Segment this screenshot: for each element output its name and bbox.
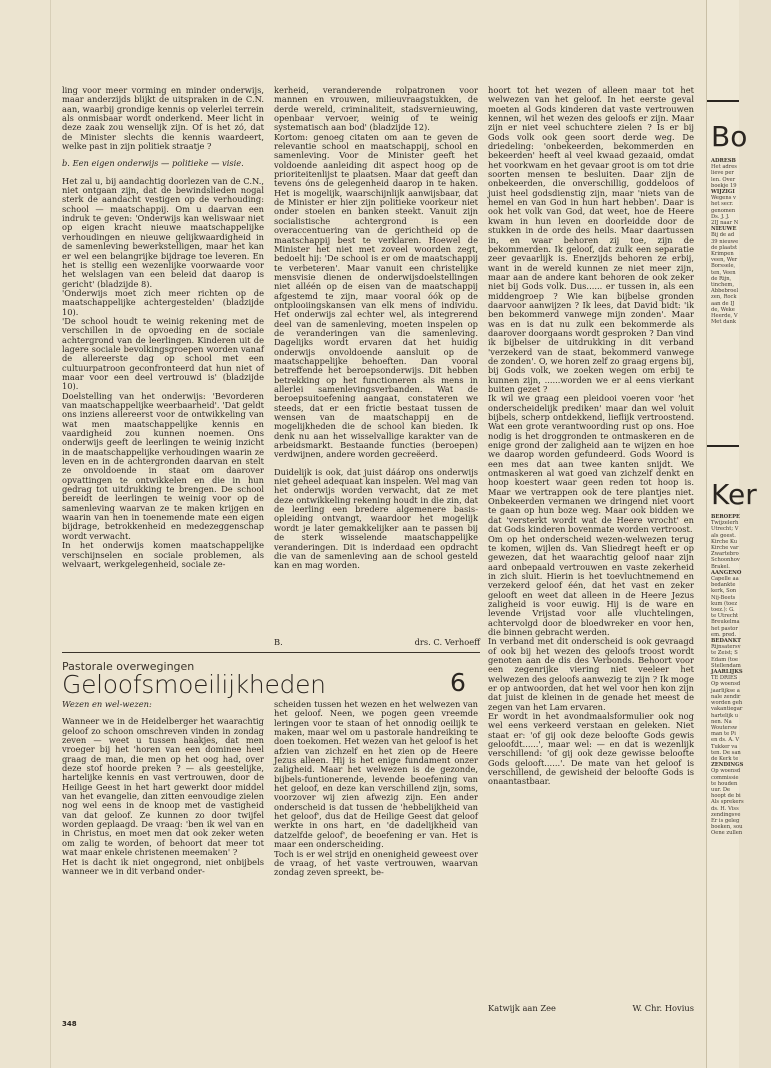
section-subheading: Wezen en wel-wezen:	[62, 699, 152, 709]
paragraph: 'De school houdt te weinig rekening met de verschillen in de opvoeding en de sociale achtergrond van de leerlingen. Kinderen uit de lagere sociale bevolkingsgroepen worden vanaf de allereerste dag op school met een cultuurpatroon geconfronteerd dat hun niet of maar voor een deel vertrouwd is' (bladzijde 10).	[62, 315, 264, 392]
strip-line: Twijzelerh	[711, 520, 739, 527]
strip-line: 2IJ naar N	[711, 220, 739, 227]
strip-line: Borssele,	[711, 263, 736, 270]
strip-line: nen. Na	[711, 718, 732, 725]
paragraph: 'Onderwijs moet zich meer richten op de maatschappelijke achtergestelden' (bladzijde 10).	[62, 287, 264, 317]
strip-line: ten, Veen	[711, 269, 736, 276]
article2-author: W. Chr. Hovius	[632, 1003, 694, 1013]
strip-line: ADRESB	[711, 158, 736, 164]
strip-line: Heerde, V	[711, 313, 738, 320]
strip-line: Kirche Ku	[711, 538, 738, 545]
strip-line: Het adres	[711, 164, 737, 171]
strip-line: boekje 19	[711, 182, 737, 189]
strip-line: Zwartebro	[711, 551, 739, 558]
paragraph: Het zal u, bij aandachtig doorlezen van de C.N., niet ontgaan zijn, dat de bewindslieden nogal sterk de aandacht vestigen op de verhouding: school — maatschappij. Om u daarvan een indruk te geven: 'Onderwijs kan weliswaar niet op eigen kracht nieuwe maatschappelijke verhoudingen en nieuwe gelijkwaardigheid in de samenleving bewerkstelligen, maar het kan er wel een belangrijke bijdrage toe leveren. En het is stellig een wezenlijke voorwaarde voor het welslagen van een beleid dat daarop is gericht' (bladzijde 8).	[62, 175, 264, 289]
strip-line: man te Pi	[711, 731, 736, 738]
strip-line: te Zeist; S	[711, 650, 738, 657]
paragraph: Doelstelling van het onderwijs: 'Bevorderen van maatschappelijke weerbaarheid'. 'Dat geldt ons inziens allereerst voor de ontwikkeling van wat men maatschappelijke kennis en vaardigheid zou kunnen noemen. Ons onderwijs geeft de leerlingen te weinig inzicht in de maatschappelijke verhoudingen waarin ze leven en in de achtergronden daarvan en stelt ze onvoldoende in staat om daarover opvattingen te ontwikkelen en die in hun gedrag tot uitdrukking te brengen. De school bereidt de leerlingen te weinig voor op de samenleving waarvan ze te maken krijgen en waarin van hen in toenemende mate een eigen bijdrage, betrokkenheid en medezeggenschap wordt verwacht.	[62, 390, 264, 541]
strip-line: Bij de ad	[711, 232, 735, 239]
strip-line: Abbebroel	[711, 288, 739, 295]
strip-line: Krimpen	[711, 251, 734, 258]
strip-line: tinchem,	[711, 282, 734, 289]
paragraph: kerheid, veranderende rolpatronen voor mannen en vrouwen, milieuvraagstukken, de derde wereld, criminaliteit, stadsvernieuwing, openbaar vervoer, weinig of te weinig systematisch aan bod' (bladzijde 12).	[274, 85, 478, 133]
strip-line: toez.): G.	[711, 607, 735, 614]
strip-line: len. Over	[711, 176, 736, 183]
paragraph: Duidelijk is ook, dat juist dáárop ons onderwijs niet geheel adequaat kan inspelen. Wel mag van het onderwijs worden verwacht, dat ze met deze ontwikkeling rekening houdt in die zin, dat de leerling een bredere algemenere basis-opleiding ontvangt, waardoor het mogelijk wordt je later gemakkelijker aan te passen bij de sterk wisselende maatschappelijke veranderingen. Dit is inderdaad een opdracht die van de samenleving aan de school gesteld kan en mag worden.	[274, 466, 478, 571]
strip-line: en ds. A. V	[711, 737, 740, 744]
article2-serial-number: 6	[450, 668, 466, 697]
strip-line: TE DRIES	[711, 675, 738, 682]
article2-column-2	[274, 700, 478, 878]
strip-line: worden geh	[711, 700, 743, 707]
strip-line: nale zendir	[711, 693, 741, 700]
paragraph: Ik wil we graag een pleidooi voeren voor 'het onderscheidelijk prediken' maar dan wel voluit bijbels, scherp ontdekkend, lieflijk vertroostend. Wat een grote verantwoording rust op ons. Hoe nodig is het droggronden te ontmaskeren en de enige grond der zaligheid aan te wijzen en hoe we daarop worden gefundeerd. Gods Woord is een mes dat aan twee kanten snijdt. We ontmaskeren al wat goed van zichzelf denkt en hoop koestert waar geen reden tot hoop is. Maar we vertrappen ook de tere plantjes niet. Onbekeerden vermanen we dringend niet voort te gaan op hun boze weg. Maar ook bidden we dat 'versterkt wordt wat de Heere wrocht' en dat Gods kinderen bovenmate worden vertroost.	[488, 393, 694, 535]
paragraph: hoort tot het wezen of alleen maar tot het welwezen van het geloof. In het eerste geval moeten al Gods kinderen dat vaste vertrouwen kennen, wil het wezen des geloofs er zijn. Maar zijn er niet veel schuchtere zielen ? Is er bij Gods volk ook geen soort derde weg. De driedeling: 'onbekeerden, bekommerden en bekeerden' heeft al veel kwaad gezaaid, omdat het voorkwam en het gevaar groot is om tot drie soorten mensen te besluiten. Daar zijn de onbekeerden, die onverschillig, goddeloos of juist heel godsdienstig zijn, maar 'niets van de hemel en van God in hun hart hebben'. Daar is ook het volk van God, dat weet, hoe de Heere kwam in hun leven en doorleidde door de stukken in de orde des heils. Maar daartussen in, en waar behoren zij toe, zijn de bekommerden. Ik geloof, dat zulk een separatie zeer gevaarlijk is. Enerzijds behoren ze erbij, want in de wereld kunnen ze niet meer zijn, maar aan de andere kant behoren de ook zeker niet bij Gods volk. Dus...... er tussen in, als een middengroep ? Wie kan bijbelse gronden daarvoor aanwijzen ? Ik lees, dat David bidt: 'ik ben bekommerd vanwege mijn zonden'. Maar was en is dat nu zulk een bekommerde als daarover doorgaans wordt gesproken ? Dan vind ik bijbelser de uitdrukking in dit verband 'verzekerd van de staat, bekommerd vanwege de zonden'. O, we horen zelf zo graag ergens bij, bij Gods volk, we zoeken wegen om erbij te kunnen zijn, ......worden we er al eens vierkant buiten gezet ?	[488, 85, 694, 394]
strip-line: Er is geleg	[711, 817, 740, 824]
strip-line: Ds. J. J.	[711, 213, 730, 220]
article2-column-1	[62, 700, 264, 876]
strip-line: BEDANKT	[711, 638, 741, 645]
strip-line: Woutersw	[711, 724, 738, 731]
strip-line: NIEUWE	[711, 226, 737, 233]
strip-line: Tukker va	[711, 743, 738, 750]
paragraph: Wanneer we in de Heidelberger het waarachtig geloof zo schoon omschreven vinden in zondag zeven — weet u tussen haakjes, dat men vroeger bij het 'horen van een dominee heel graag de man, die men op het oog had, over deze stof hoorde preken ? — als geestelijke, hartelijke kennis en vast vertrouwen, door de Heilige Geest in het hart gewerkt door middel van het evangelie, dan zitten eenvoudige zielen nog wel eens in de knoop met de vastigheid van dat geloof. Ze kunnen zo door twijfel worden geplaagd. De vraag: 'ben ik wel van en in Christus, en moet men dat ook zeker weten om zalig te worden, of behoort dat meer tot wat maar enkele christenen meemaken' ?	[62, 716, 264, 858]
strip-line: Met dank	[711, 319, 737, 326]
strip-line: uur. De	[711, 786, 731, 793]
strip-line: Schoonhov	[711, 557, 740, 564]
strip-line: de, Weke	[711, 306, 735, 313]
paragraph: Om op het onderscheid wezen-welwezen terug te komen, wijlen ds. Van Sliedregt heeft er op gewezen, dat het waarachtig geloof naar zijn aard onbepaald vertrouwen en vaste zekerheid in zich sluit. Hierin is het toevluchtnemend en verzekerd geloof één, dat het vast en zeker gelooft en weet dat alleen in de Heere Jezus zaligheid is voor euwig. Hij is de ware en levende Vrijstad voor alle vluchtelingen, achtervolgd door de bloedwreker en voor hen, die binnen gebracht werden.	[488, 533, 694, 637]
strip-line: als geest.	[711, 532, 736, 539]
strip-line: 39 nieuwe	[711, 238, 739, 245]
article2-column-3	[488, 86, 694, 787]
article1-author: drs. C. Verhoeff	[414, 637, 480, 647]
strip-line: em. pred.	[711, 631, 737, 638]
paragraph: Kortom: genoeg citaten om aan te geven de relevantie school en maatschappij, school en samenleving. Voor de Minister geeft het voldoende aanleiding dit aspect hoog op de prioriteitenlijst te plaatsen. Maar dat geeft dan tevens óns de gelegenheid daarop in te haken. Het is mogelijk, waarschijnlijk aanwijsbaar, dat de Minister er hier zijn politieke voorkeur niet onder stoelen en banken steekt. Vanuit zijn socialistische achtergrond is een overaccentuering van de gerichtheid op de maatschappij best te verklaren. Hoewel de Minister het niet met zoveel woorden zegt, bedoelt hij: 'De school is er om de maatschappij te verbeteren'. Maar vanuit een christelijke mensvisie dienen de onderwijsdoelstellingen niet alléén op de eisen van de maatschappij afgestemd te zijn, maar vooral óók op de ontplooiingskansen van elk mens of individu. Het onderwijs zal echter wel, als integrerend deel van de samenleving, moeten inspelen op de veranderingen van die samenleving. Dagelijks wordt ervaren dat het huidig onderwijs onvoldoende aansluit op de maatschappelijke behoeften. Dan vooral betreffende het beroepsonderwijs. Dit hebben betrekking op het functioneren als mens in allerlei samenlevingsverbanden. Wat de beroepsuitoefening aangaat, constateren we steeds, dat er een frictie bestaat tussen de wensen van de maatschappij en de mogelijkheden die de school kan bieden. Ik denk nu aan het wisselvallige karakter van de arbeidsmarkt. Bestaande functies (beroepen) verdwijnen, andere worden gecreëerd.	[274, 131, 478, 460]
strip-line: de Rijn,	[711, 275, 732, 282]
page-gutter	[0, 0, 51, 1068]
section-subheading: b. Een eigen onderwijs — politieke — visie.	[62, 158, 244, 169]
strip-line: Op woensd	[711, 768, 741, 775]
paragraph: Toch is er wel strijd en onenigheid geweest over de vraag, of het vaste vertrouwen, waarvan zondag zeven spreekt, be-	[274, 848, 478, 878]
strip-line: Kirche var	[711, 545, 739, 552]
article2-kicker: Pastorale overwegingen	[62, 660, 195, 673]
strip-line: Wegens v	[711, 195, 736, 202]
strip-line: Op woensd	[711, 681, 741, 688]
strip-line: Oene zullen	[711, 830, 743, 837]
strip-line: te houden	[711, 780, 738, 787]
article-divider	[62, 652, 480, 653]
strip-heading: Bo	[711, 120, 748, 153]
strip-line: de plaatst	[711, 244, 738, 251]
strip-line: te Utrecht	[711, 613, 739, 620]
paragraph: Er wordt in het avondmaalsformulier ook nog wel eens verkeerd verstaan en geleken. Niet staat er: 'of gij ook deze beloofte Gods gewis geloofdt......', maar wel: — en dat is wezenlijk verschillend: 'of gij ook deze gewisse beloofte Gods gelooft......'. De mate van het geloof is verschillend, de gewisheid der beloofte Gods is onaantastbaar.	[488, 711, 694, 787]
strip-line: Als sprekers	[711, 799, 744, 806]
paragraph: In het onderwijs komen maatschappelijke verschijnselen en sociale problemen, als welvaart, werkgelegenheid, sociale ze-	[62, 540, 264, 569]
strip-line: BEROEPE	[711, 514, 740, 520]
adjacent-page-strip	[706, 0, 757, 1068]
strip-heading: Ker	[711, 478, 757, 511]
strip-line: ten. De san	[711, 749, 741, 756]
strip-line: Capelle aa	[711, 576, 739, 583]
strip-line: jaarlijkse a	[711, 687, 740, 694]
strip-line: ds. H. Viss	[711, 805, 739, 812]
article1-column-2	[274, 86, 478, 571]
strip-line: vakantiegar	[711, 706, 743, 713]
strip-line: aan de IJ	[711, 300, 735, 307]
strip-line: WIJZIGI	[711, 189, 735, 196]
strip-line: bedankte	[711, 582, 736, 589]
article2-title: Geloofsmoeilijkheden	[62, 670, 326, 699]
strip-text-block	[711, 514, 771, 837]
strip-line: het secr.	[711, 201, 734, 208]
strip-line: Breukelma	[711, 619, 740, 626]
paragraph: Het is dacht ik niet ongegrond, niet onbijbels wanneer we in dit verband onder-	[62, 856, 264, 876]
strip-line: zendingsve	[711, 811, 741, 818]
strip-line: genomen	[711, 207, 736, 214]
strip-line: Edam (toe	[711, 656, 739, 663]
paragraph: In verband met dit onderscheid is ook gevraagd of ook bij het wezen des geloofs troost wordt genoten aan de dis des Verbonds. Behoort voor een zegenrijke viering niet veeleer het welwezen des geloofs aanwezig te zijn ? Ik moge er op antwoorden, dat het wel voor hen kon zijn dat juist de kleinen in de genade het meest de zegen van het Lam ervaren.	[488, 636, 694, 712]
strip-line: ZENDINGS	[711, 762, 744, 769]
strip-line: boeken, sou	[711, 824, 743, 831]
strip-line: Stellendam	[711, 662, 741, 669]
strip-line: kerk, Son	[711, 588, 737, 595]
strip-line: zen, Rock	[711, 294, 737, 301]
strip-rule	[707, 445, 739, 447]
article1-signature-initial: B.	[274, 637, 283, 647]
strip-line: commissie	[711, 774, 739, 781]
strip-line: Brakel.	[711, 563, 730, 570]
strip-line: AANGENO	[711, 569, 742, 576]
strip-rule	[707, 100, 739, 102]
strip-line: Nij-Beets	[711, 594, 736, 601]
strip-line: Rijnsatersv	[711, 644, 741, 651]
strip-line: de Kerk te	[711, 755, 739, 762]
article1-column-1	[62, 86, 264, 569]
strip-line: het pastor	[711, 625, 738, 632]
strip-line: kum (toez	[711, 600, 738, 607]
strip-line: lieve per	[711, 170, 734, 177]
article2-place: Katwijk aan Zee	[488, 1003, 556, 1013]
paragraph: ling voor meer vorming en minder onderwijs, maar anderzijds blijkt de uitspraken in de C.N. aan, waarbij grondige kennis op velerlei terrein als onmisbaar wordt onderkend. Meer licht in deze zaak zou wenselijk zijn. Of is het zó, dat de Minister slechts die kennis waardeert, welke past in zijn politiek straatje ?	[62, 85, 264, 152]
paragraph: scheiden tussen het wezen en het welwezen van het geloof. Neen, we pogen geen vreemde leringen voor te staan of het onnodig oeilijk te maken, maar wel om u pastorale handreiking te doen toekomen. Het wezen van het geloof is het afzien van zichzelf en het zien op de Heere Jezus alleen. Hij is het enige fundament onzer zaligheid. Maar het welwezen is de gezonde, bijbels-funtionerende, levende beoefening van het geloof, en deze kan verschillend zijn, soms, voorzover wij zien afwezig zijn. Een ander onderscheid is dat tussen de 'hebbelijkheid van het geloof', dus dat de Heilige Geest dat geloof werkte in ons hart, en 'de dadelijkheid van datzelfde geloof', de beoefening er van. Het is maar een onderscheiding.	[274, 699, 478, 850]
strip-line: hoopt de bi	[711, 793, 741, 800]
strip-line: Utrecht; V	[711, 526, 739, 533]
strip-line: veen, Wer	[711, 257, 738, 264]
page-number: 348	[62, 1020, 77, 1028]
strip-text-block	[711, 158, 771, 325]
strip-line: hartelijk u	[711, 712, 739, 719]
strip-line: JAARLIJKS	[711, 669, 743, 676]
